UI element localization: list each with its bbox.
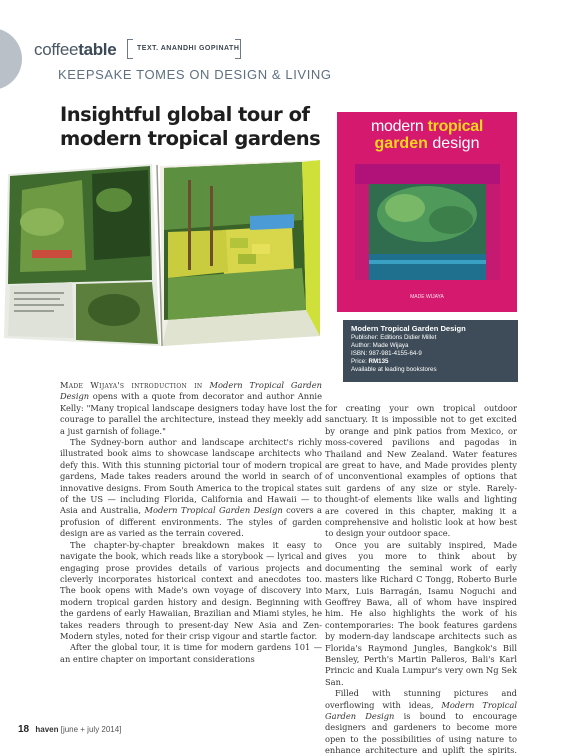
paragraph-5: for creating your own tropical outdoor sanctuary. It is impossible not to get excited by orange and pink patios from Mexico, or moss-covered pavilions and pagodas in Thailand and New Zealand. Water features are great to have, and Made provides plenty of unconventional examples of options that suit gardens of any size or style. Rarely-thought-of elements like walls and lighting are covered in this chapter, making it a comprehensive and holistic look at how best to design your outdoor space. [325, 403, 517, 539]
p2-a: The Sydney-born author and landscape architect's richly illustrated book aims to showcase landscape architects who defy this. With this stunning pictorial tour of modern tropical gardens, Made takes readers around the world in search of innovative designs. From South America to the tropical states of the US — including Florida, California and Hawaii — to Asia and Australia, [60, 437, 322, 516]
page-number: 18 [18, 724, 30, 735]
section-label-b: table [78, 40, 117, 59]
paragraph-6: Once you are suitably inspired, Made gives you more to think about by documenting the seminal work of early masters like Richard C Tongg, Roberto Burle Marx, Luis Barragán, Isamu Noguchi and Geoffrey Bawa, all of whom have inspired him. He also highlights the work of his contemporaries: The book features gardens by modern-day landscape architects such as Florida's Raymond Jungles, Bangkok's Bill Bensley, Perth's Martin Palleros, Bali's Karl Princic and Kuala Lumpur's very own Ng Sek San. [325, 539, 517, 687]
section-tab-marker [0, 28, 22, 90]
book-spread-photo [2, 160, 324, 352]
info-availability: Available at leading bookstores [351, 366, 437, 374]
credit-bracket-left [127, 39, 133, 59]
paragraph-4: After the global tour, it is time for modern gardens 101 — an entire chapter on important considerations [60, 642, 322, 664]
book-info-box [343, 320, 518, 382]
credit-bracket-right [235, 39, 241, 59]
p1-lead: Made Wijaya's introduction in [60, 380, 210, 390]
article-headline: Insightful global tour of modern tropical gardens [60, 103, 321, 150]
info-price-label: Price: [351, 358, 369, 366]
info-title: Modern Tropical Garden Design [351, 324, 466, 333]
info-publisher: Publisher: Editions Didier Millet [351, 333, 437, 341]
info-price-value: RM135 [368, 358, 389, 366]
p7-b: is bound to encourage designers and gardeners to become more open to the possibilities of using nature to enhance architecture and uplift the spirits. [325, 710, 517, 756]
book-cover [337, 112, 517, 312]
p2-book-title: Modern Tropical Garden Design [144, 505, 283, 516]
cover-title-1a: modern [371, 118, 428, 135]
p1-book-title: Modern Tropical Garden Design [60, 380, 322, 402]
cover-author: MADE WIJAYA [410, 294, 444, 300]
paragraph-3: The chapter-by-chapter breakdown makes it easy to navigate the book, which reads like a storybook — lyrical and engaging prose provides details of various projects and cleverly incorporates historical context and anecdotes too. The book opens with Made's own voyage of discovery into modern tropical garden history and design. Beginning with the gardens of early Hawaiian, Brazilian and Miami styles, he takes readers through to present-day New Asia and Zen-Modern styles, noted for their crisp vigour and startle factor. [60, 539, 322, 641]
section-kicker: KEEPSAKE TOMES ON DESIGN & LIVING [58, 67, 332, 82]
paragraph-1 [60, 380, 322, 437]
info-author: Author: Made Wijaya [351, 341, 409, 349]
p7-a: Filled with stunning pictures and overflowing with ideas, [325, 688, 517, 710]
info-price [351, 358, 510, 366]
cover-title [337, 118, 517, 152]
issue-date: [june + july 2014] [60, 725, 122, 734]
cover-title-2b: design [427, 135, 480, 152]
page-footer [18, 724, 121, 735]
section-label [34, 40, 116, 60]
body-column-2 [325, 403, 517, 756]
info-isbn: ISBN: 987-981-4155-64-9 [351, 349, 422, 357]
author-credit: TEXT. ANANDHI GOPINATH [137, 45, 240, 52]
cover-title-1b: tropical [427, 118, 483, 135]
paragraph-7 [325, 688, 517, 756]
p2-b: covers a profusion of different environments. The styles of garden design are as varied as the terrain covered. [60, 505, 322, 539]
p1-rest: opens with a quote from decorator and author Annie Kelly: "Many tropical landscape designers today have lost the courage to parallel the architecture, instead they meekly add a just garnish of foliage." [60, 391, 322, 436]
body-column-1 [60, 380, 322, 665]
p7-book-title: Modern Tropical Garden Design [325, 699, 517, 721]
cover-garden-photo [355, 164, 500, 280]
section-label-a: coffee [34, 40, 79, 59]
cover-title-2a: garden [374, 135, 428, 152]
magazine-name: haven [35, 725, 59, 734]
paragraph-2 [60, 437, 322, 540]
